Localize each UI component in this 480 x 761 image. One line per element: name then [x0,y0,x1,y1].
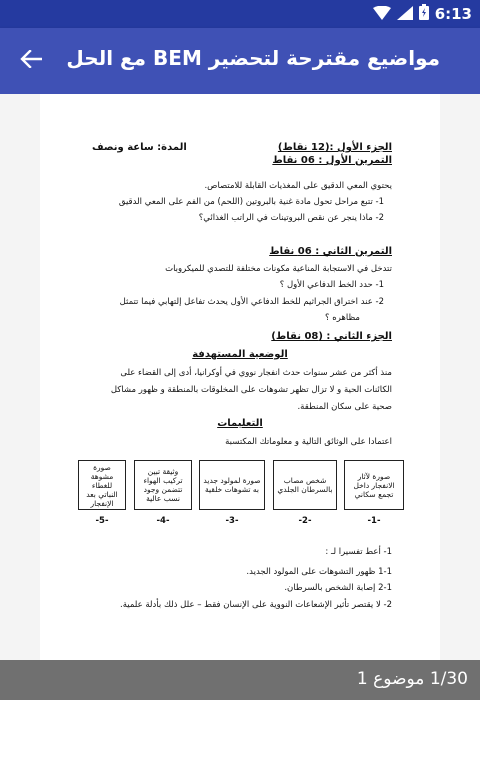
situation-line3: صحية على سكان المنطقة. [297,402,392,412]
document-label-4: -4- [156,516,170,526]
duration-label: المدة: ساعة ونصف [92,142,187,153]
battery-icon [419,4,429,24]
exercise1-question1: 1- تتبع مراحل تحول مادة غنية بالبروتين (اللحم) من الفم على المعي الدقيق [118,197,384,207]
document-label-2: -2- [298,516,312,526]
bottom-area [0,700,480,761]
status-icons [373,4,472,24]
exercise2-question1: 1- حدد الخط الدفاعي الأول ؟ [279,280,384,290]
exercise2-question2: 2- عند اختراق الجراثيم للخط الدفاعي الأول يحدث تفاعل إلتهابي فيما تتمثل [119,297,384,307]
status-bar [0,0,480,28]
app-bar [0,28,480,94]
exercise1-intro: يحتوي المعي الدقيق على المغذيات القابلة للامتصاص. [204,181,392,191]
exercise1-question2: 2- ماذا ينجر عن نقص البروتينات في الراتب الغذائي؟ [198,213,384,223]
instructions-intro: اعتمادا على الوثائق التالية و معلوماتك المكتسبة [225,437,392,447]
arrow-back-icon [20,50,42,72]
situation-line2: الكائنات الحية و لا تزال تظهر تشوهات على المخلوقات بالمنطقة و ظهور مشاكل [110,385,392,395]
task-intro: 1- أعط تفسيرا لـ : [325,547,392,557]
situation-title: الوضعية المستهدفة [192,349,288,360]
document-viewer[interactable] [0,94,480,660]
document-box-2: شخص مصاب بالسرطان الجلدي [273,460,337,510]
part2-title: الجزء الثاني : (08 نقاط) [271,331,392,342]
situation-line1: منذ أكثر من عشر سنوات حدث انفجار نووي في أوكرانيا، أدى إلى القضاء على [120,368,392,378]
page-counter: 1/30 موضوع 1 [356,669,468,689]
part1-title: الجزء الأول :(12 نقاط) [277,142,392,153]
exercise2-question2-cont: مظاهره ؟ [325,313,360,323]
document-label-1: -1- [367,516,381,526]
status-time: 6:13 [434,5,472,23]
page-counter-bar [0,660,480,700]
task-2: 2- لا يقتصر تأثير الإشعاعات النووية على الإنسان فقط – علل ذلك بأدلة علمية. [120,600,392,610]
document-label-5: -5- [95,516,109,526]
instructions-title: التعليمات [217,418,263,429]
documents-boxes [78,460,404,530]
document-label-3: -3- [225,516,239,526]
signal-icon [397,5,413,24]
document-box-3: صورة لمولود جديد به تشوهات خلقية [199,460,265,510]
task-1-1: 1-1 ظهور التشوهات على المولود الجديد. [246,567,392,577]
back-button[interactable] [14,45,48,77]
document-box-5: صورة مشوهة للغطاء النباتي بعد الإنفجار [78,460,126,510]
exercise2-intro: تتدخل في الاستجابة المناعية مكونات مختلفة للتصدي للميكروبات [165,264,392,274]
document-page [40,94,440,660]
exercise1-title: التمرين الأول : 06 نقاط [272,155,392,166]
exam-document [40,94,440,660]
document-box-1: صورة لآثار الانفجار داخل تجمع سكاني [344,460,404,510]
wifi-icon [373,5,391,24]
exercise2-title: التمرين الثاني : 06 نقاط [269,246,392,257]
document-box-4: وثيقة تبين تركيب الهواء تتضمن وجود نسب عالية [134,460,192,510]
task-1-2: 2-1 إصابة الشخص بالسرطان. [284,583,392,593]
page-title: مواضيع مقترحة لتحضير BEM مع الحل [66,46,440,70]
